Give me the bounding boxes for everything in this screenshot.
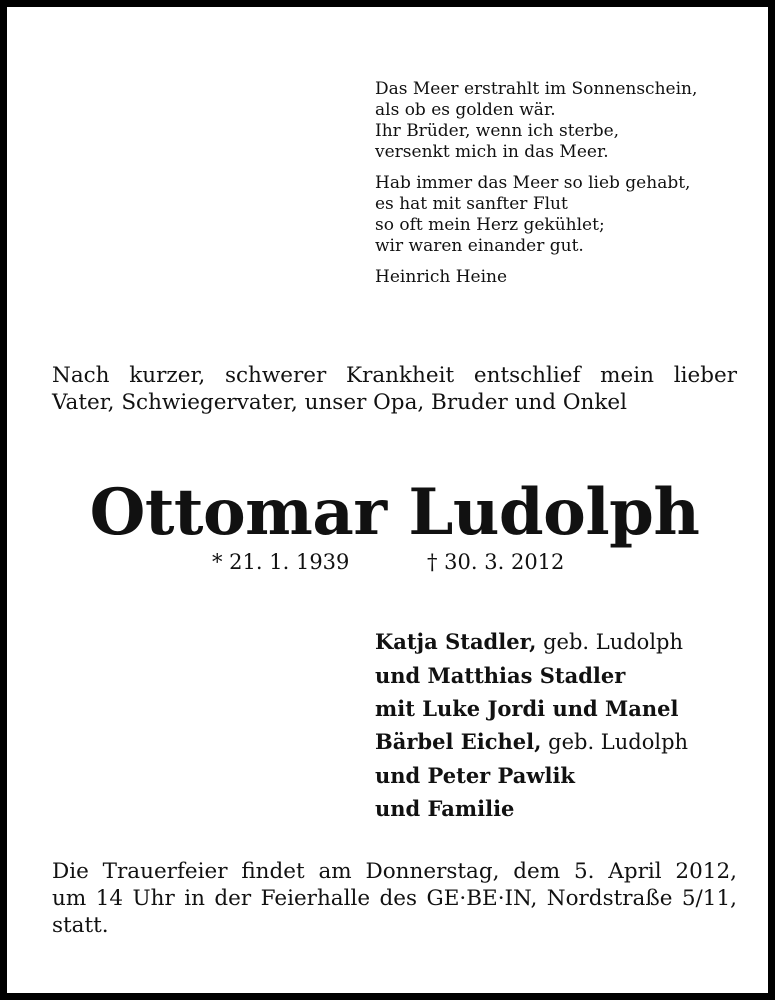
- death-date: † 30. 3. 2012: [427, 550, 565, 574]
- mourner-maiden-name: geb. Ludolph: [541, 730, 689, 754]
- mourners-list: [375, 625, 755, 825]
- mourner-row: und Familie: [375, 796, 515, 821]
- mourner-row: mit Luke Jordi und Manel: [375, 696, 679, 721]
- mourner-name: Bärbel Eichel,: [375, 729, 542, 754]
- poem-line: Das Meer erstrahlt im Sonnenschein,: [375, 79, 698, 99]
- funeral-line-1: Die Trauerfeier findet am Donnerstag, dem 5. April 2012,: [52, 859, 737, 884]
- mourner-row: [375, 725, 755, 759]
- mourner-row: und Matthias Stadler: [375, 663, 626, 688]
- poem-line: Hab immer das Meer so lieb gehabt,: [375, 173, 691, 193]
- mourner-maiden-name: geb. Ludolph: [536, 630, 684, 654]
- mourner-row: und Peter Pawlik: [375, 763, 575, 788]
- mourner-name: Katja Stadler,: [375, 629, 537, 654]
- deceased-name: Ottomar Ludolph: [89, 475, 700, 550]
- intro-line-1: Nach kurzer, schwerer Krankheit entschlief mein lieber: [52, 363, 737, 388]
- funeral-notice: [52, 858, 737, 939]
- birth-date: * 21. 1. 1939: [212, 550, 350, 574]
- poem-line: so oft mein Herz gekühlet;: [375, 215, 605, 235]
- poem-line: Ihr Brüder, wenn ich sterbe,: [375, 121, 620, 141]
- poem-line: als ob es golden wär.: [375, 100, 556, 120]
- funeral-line-3: statt.: [52, 913, 109, 938]
- poem-line: versenkt mich in das Meer.: [375, 142, 609, 162]
- intro-line-2: Vater, Schwiegervater, unser Opa, Bruder und Onkel: [52, 390, 627, 415]
- poem-line: wir waren einander gut.: [375, 236, 584, 256]
- mourner-row: [375, 625, 755, 659]
- funeral-line-2: um 14 Uhr in der Feierhalle des GE·BE·IN, Nordstraße 5/11,: [52, 886, 737, 911]
- poem-quote: [375, 79, 755, 288]
- poem-author: Heinrich Heine: [375, 267, 508, 287]
- poem-line: es hat mit sanfter Flut: [375, 194, 568, 214]
- poem-stanza-1: [375, 79, 755, 163]
- poem-stanza-2: [375, 173, 755, 257]
- intro-text: [52, 362, 737, 416]
